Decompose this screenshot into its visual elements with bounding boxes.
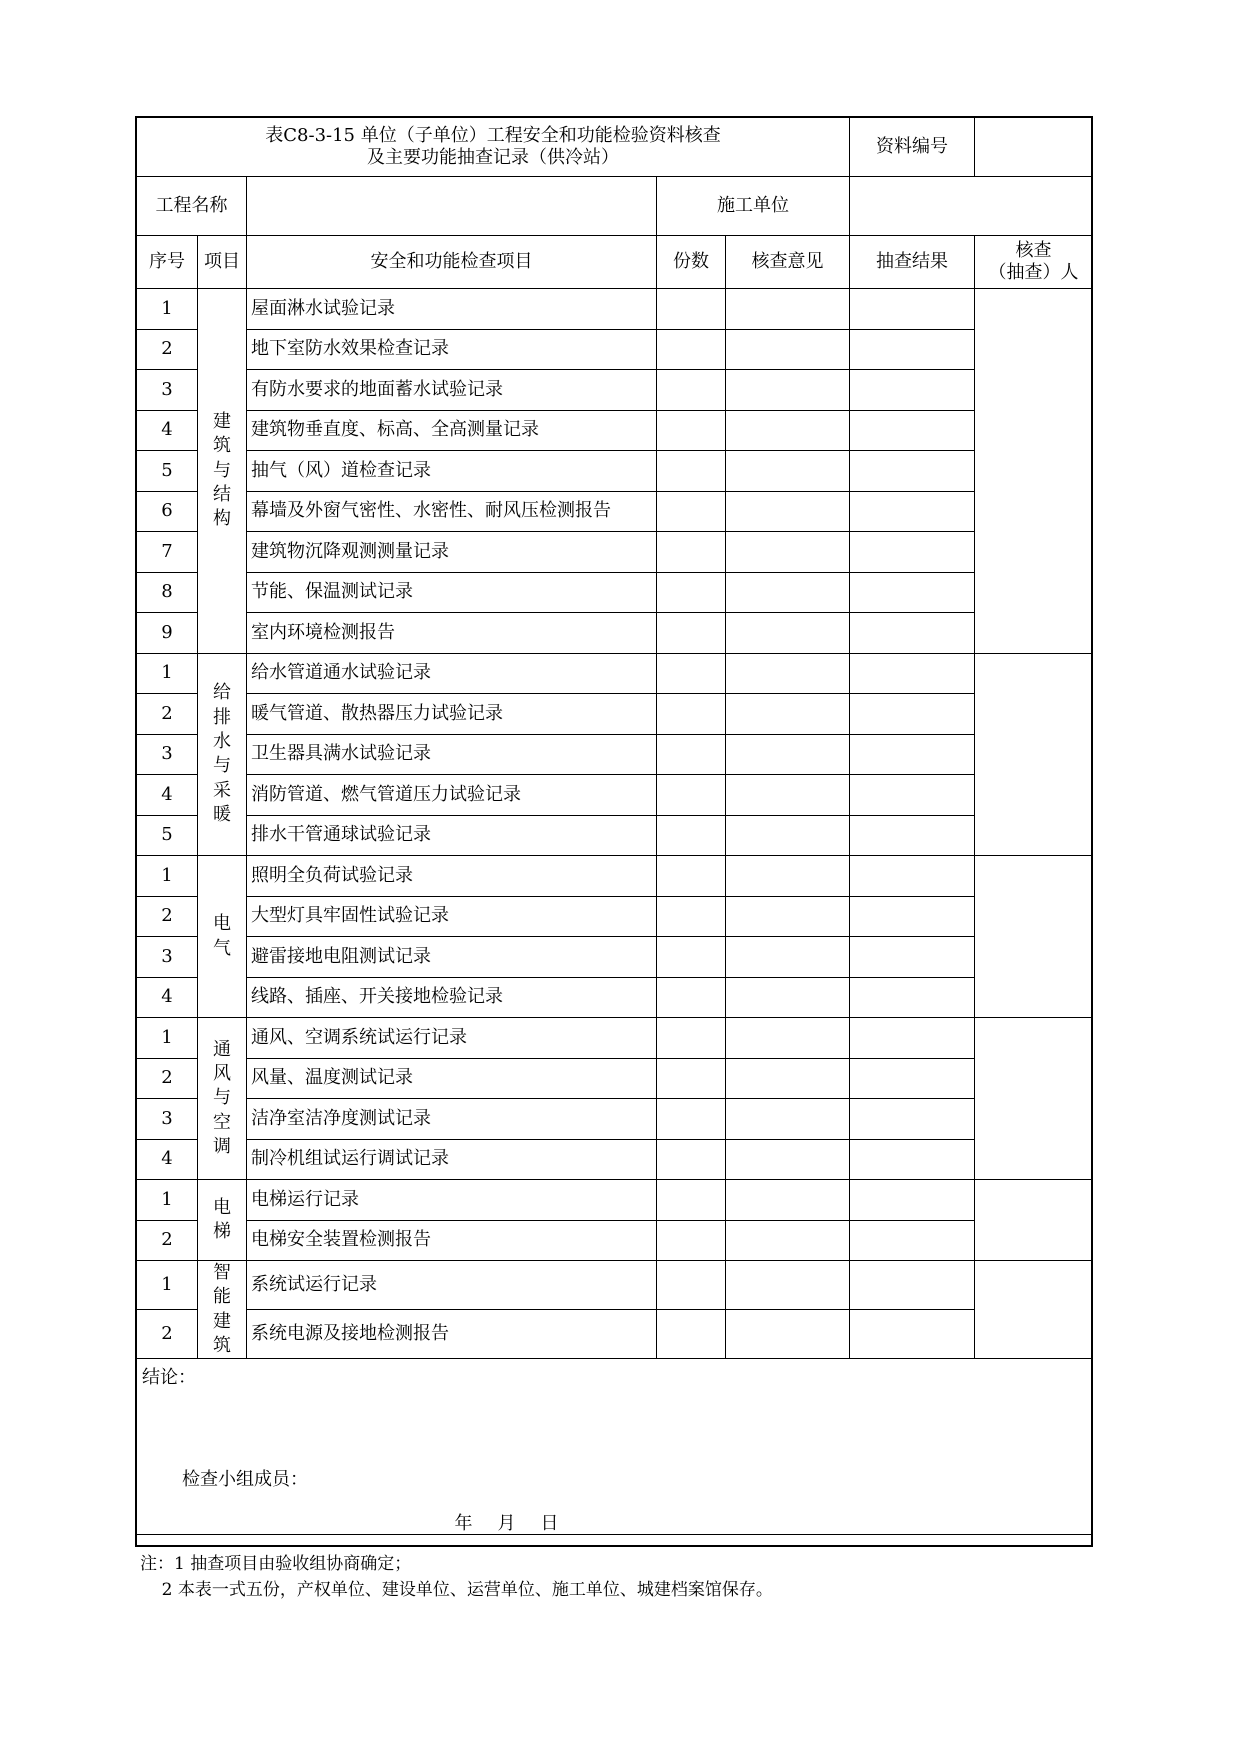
table-row	[137, 1310, 1093, 1359]
table-row	[137, 1220, 1093, 1261]
copies-cell[interactable]	[657, 451, 726, 492]
item-seq: 3	[137, 1099, 198, 1140]
column-header-row	[137, 236, 1093, 289]
col-header-checker-line1: 核查	[1015, 239, 1052, 261]
category-char: 与	[213, 459, 231, 481]
date-line	[442, 1513, 571, 1535]
table-row	[137, 1261, 1093, 1310]
category-char: 与	[213, 1087, 231, 1109]
item-name: 避雷接地电阻测试记录	[247, 937, 657, 978]
copies-cell[interactable]	[657, 329, 726, 370]
item-seq: 1	[137, 289, 198, 330]
category-label	[213, 912, 231, 961]
table-row	[137, 1180, 1093, 1221]
item-name: 消防管道、燃气管道压力试验记录	[247, 775, 657, 816]
item-seq: 4	[137, 977, 198, 1018]
category-char: 气	[213, 937, 231, 959]
category-char: 暖	[213, 803, 231, 825]
item-name: 洁净室洁净度测试记录	[247, 1099, 657, 1140]
copies-cell[interactable]	[657, 1058, 726, 1099]
item-seq: 1	[137, 653, 198, 694]
result-cell[interactable]	[850, 1139, 975, 1180]
copies-cell[interactable]	[657, 977, 726, 1018]
opinion-cell[interactable]	[726, 694, 850, 735]
conclusion-row	[137, 1359, 1093, 1535]
table-row	[137, 896, 1093, 937]
col-header-item: 安全和功能检查项目	[247, 236, 657, 289]
result-cell[interactable]	[850, 734, 975, 775]
item-name: 照明全负荷试验记录	[247, 856, 657, 897]
item-name: 线路、插座、开关接地检验记录	[247, 977, 657, 1018]
item-seq: 2	[137, 1058, 198, 1099]
result-cell[interactable]	[850, 572, 975, 613]
table-row	[137, 1139, 1093, 1180]
opinion-cell[interactable]	[726, 653, 850, 694]
opinion-cell[interactable]	[726, 775, 850, 816]
item-name: 有防水要求的地面蓄水试验记录	[247, 370, 657, 411]
note-line-2: 2 本表一式五份，产权单位、建设单位、运营单位、施工单位、城建档案馆保存。	[140, 1579, 773, 1600]
item-name: 室内环境检测报告	[247, 613, 657, 654]
opinion-cell[interactable]	[726, 856, 850, 897]
table-row	[137, 329, 1093, 370]
category-char: 电	[213, 1196, 231, 1218]
category-label	[213, 1196, 231, 1245]
result-cell[interactable]	[850, 451, 975, 492]
table-row	[137, 775, 1093, 816]
table-row	[137, 410, 1093, 451]
table-row	[137, 532, 1093, 573]
item-seq: 1	[137, 1018, 198, 1059]
doc-number-field[interactable]	[975, 118, 1093, 177]
conclusion-label: 结论：	[142, 1367, 196, 1389]
copies-cell[interactable]	[657, 653, 726, 694]
construction-unit-label: 施工单位	[657, 177, 850, 236]
category-cell	[198, 1261, 247, 1359]
result-cell[interactable]	[850, 937, 975, 978]
item-seq: 4	[137, 1139, 198, 1180]
item-name: 风量、温度测试记录	[247, 1058, 657, 1099]
opinion-cell[interactable]	[726, 370, 850, 411]
result-cell[interactable]	[850, 289, 975, 330]
category-char: 电	[213, 913, 231, 935]
notes	[140, 1552, 773, 1603]
col-header-checker	[975, 236, 1093, 289]
result-cell[interactable]	[850, 1099, 975, 1140]
item-seq: 6	[137, 491, 198, 532]
item-name: 系统试运行记录	[247, 1261, 657, 1310]
copies-cell[interactable]	[657, 775, 726, 816]
doc-number-label: 资料编号	[850, 118, 975, 177]
form-title-line2: 及主要功能抽查记录（供冷站）	[367, 147, 619, 168]
item-name: 建筑物沉降观测测量记录	[247, 532, 657, 573]
result-cell[interactable]	[850, 856, 975, 897]
copies-cell[interactable]	[657, 694, 726, 735]
result-cell[interactable]	[850, 815, 975, 856]
item-name: 建筑物垂直度、标高、全高测量记录	[247, 410, 657, 451]
result-cell[interactable]	[850, 370, 975, 411]
opinion-cell[interactable]	[726, 532, 850, 573]
copies-cell[interactable]	[657, 370, 726, 411]
category-char: 梯	[213, 1221, 231, 1242]
item-seq: 5	[137, 815, 198, 856]
table-row	[137, 613, 1093, 654]
category-char: 风	[213, 1063, 231, 1085]
category-char: 筑	[213, 435, 231, 457]
result-cell[interactable]	[850, 1018, 975, 1059]
opinion-cell[interactable]	[726, 1018, 850, 1059]
item-name: 大型灯具牢固性试验记录	[247, 896, 657, 937]
item-seq: 2	[137, 694, 198, 735]
copies-cell[interactable]	[657, 532, 726, 573]
conclusion-cell[interactable]	[137, 1359, 1093, 1535]
result-cell[interactable]	[850, 410, 975, 451]
copies-cell[interactable]	[657, 613, 726, 654]
copies-cell[interactable]	[657, 572, 726, 613]
item-name: 给水管道通水试验记录	[247, 653, 657, 694]
item-name: 通风、空调系统试运行记录	[247, 1018, 657, 1059]
table-row	[137, 451, 1093, 492]
category-char: 构	[213, 508, 231, 530]
category-char: 筑	[213, 1334, 231, 1356]
opinion-cell[interactable]	[726, 1310, 850, 1359]
table-row	[137, 734, 1093, 775]
item-seq: 2	[137, 1310, 198, 1359]
opinion-cell[interactable]	[726, 1099, 850, 1140]
item-name: 电梯安全装置检测报告	[247, 1220, 657, 1261]
item-seq: 1	[137, 856, 198, 897]
copies-cell[interactable]	[657, 896, 726, 937]
table-row	[137, 977, 1093, 1018]
result-cell[interactable]	[850, 896, 975, 937]
item-seq: 9	[137, 613, 198, 654]
category-label	[213, 410, 231, 531]
opinion-cell[interactable]	[726, 410, 850, 451]
date-day: 日	[540, 1513, 559, 1535]
category-char: 与	[213, 755, 231, 777]
checker-cell[interactable]	[975, 289, 1093, 654]
opinion-cell[interactable]	[726, 451, 850, 492]
checker-cell[interactable]	[975, 1180, 1093, 1261]
category-char: 智	[213, 1262, 231, 1283]
opinion-cell[interactable]	[726, 937, 850, 978]
opinion-cell[interactable]	[726, 491, 850, 532]
members-label: 检查小组成员：	[182, 1469, 308, 1491]
category-cell	[198, 1180, 247, 1261]
copies-cell[interactable]	[657, 1310, 726, 1359]
opinion-cell[interactable]	[726, 1220, 850, 1261]
opinion-cell[interactable]	[726, 815, 850, 856]
copies-cell[interactable]	[657, 491, 726, 532]
opinion-cell[interactable]	[726, 1261, 850, 1310]
item-seq: 2	[137, 1220, 198, 1261]
table-row	[137, 1058, 1093, 1099]
table-row	[137, 1099, 1093, 1140]
conclusion-box	[137, 1359, 1092, 1534]
item-name: 制冷机组试运行调试记录	[247, 1139, 657, 1180]
category-char: 调	[213, 1135, 231, 1157]
checker-cell[interactable]	[975, 856, 1093, 1018]
col-header-category: 项目	[198, 236, 247, 289]
table-row	[137, 694, 1093, 735]
form-title	[137, 118, 850, 177]
category-char: 能	[213, 1286, 231, 1308]
item-name: 暖气管道、散热器压力试验记录	[247, 694, 657, 735]
copies-cell[interactable]	[657, 1139, 726, 1180]
category-char: 采	[213, 779, 231, 801]
result-cell[interactable]	[850, 491, 975, 532]
copies-cell[interactable]	[657, 1018, 726, 1059]
col-header-copies: 份数	[657, 236, 726, 289]
opinion-cell[interactable]	[726, 734, 850, 775]
opinion-cell[interactable]	[726, 572, 850, 613]
result-cell[interactable]	[850, 613, 975, 654]
opinion-cell[interactable]	[726, 1180, 850, 1221]
category-cell	[198, 653, 247, 856]
table-row	[137, 289, 1093, 330]
item-name: 卫生器具满水试验记录	[247, 734, 657, 775]
item-name: 系统电源及接地检测报告	[247, 1310, 657, 1359]
copies-cell[interactable]	[657, 815, 726, 856]
category-char: 给	[213, 682, 231, 704]
result-cell[interactable]	[850, 694, 975, 735]
item-name: 排水干管通球试验记录	[247, 815, 657, 856]
item-name: 地下室防水效果检查记录	[247, 329, 657, 370]
table-row	[137, 815, 1093, 856]
result-cell[interactable]	[850, 1058, 975, 1099]
checker-cell[interactable]	[975, 1018, 1093, 1180]
item-name: 抽气（风）道检查记录	[247, 451, 657, 492]
item-name: 节能、保温测试记录	[247, 572, 657, 613]
table-row	[137, 1018, 1093, 1059]
col-header-result: 抽查结果	[850, 236, 975, 289]
col-header-checker-line2: （抽查）人	[988, 262, 1079, 283]
category-char: 排	[213, 706, 231, 728]
table-row	[137, 937, 1093, 978]
date-year: 年	[454, 1513, 473, 1535]
category-char: 水	[213, 730, 231, 752]
result-cell[interactable]	[850, 1180, 975, 1221]
opinion-cell[interactable]	[726, 977, 850, 1018]
col-header-opinion: 核查意见	[726, 236, 850, 289]
item-seq: 4	[137, 775, 198, 816]
result-cell[interactable]	[850, 532, 975, 573]
category-label	[213, 1038, 231, 1159]
table-row	[137, 572, 1093, 613]
item-seq: 3	[137, 370, 198, 411]
item-seq: 3	[137, 734, 198, 775]
category-cell	[198, 856, 247, 1018]
project-name-label: 工程名称	[137, 177, 247, 236]
inspection-form-table	[136, 117, 1093, 1535]
item-seq: 5	[137, 451, 198, 492]
item-name: 屋面淋水试验记录	[247, 289, 657, 330]
copies-cell[interactable]	[657, 1220, 726, 1261]
item-seq: 2	[137, 329, 198, 370]
result-cell[interactable]	[850, 329, 975, 370]
category-label	[213, 1261, 231, 1358]
result-cell[interactable]	[850, 1310, 975, 1359]
result-cell[interactable]	[850, 775, 975, 816]
checker-cell[interactable]	[975, 1261, 1093, 1359]
item-seq: 1	[137, 1180, 198, 1221]
category-char: 建	[213, 1310, 231, 1332]
copies-cell[interactable]	[657, 734, 726, 775]
category-cell	[198, 289, 247, 654]
project-name-field[interactable]	[247, 177, 657, 236]
date-month: 月	[497, 1513, 516, 1535]
category-char: 结	[213, 483, 231, 505]
category-cell	[198, 1018, 247, 1180]
copies-cell[interactable]	[657, 856, 726, 897]
opinion-cell[interactable]	[726, 896, 850, 937]
item-seq: 1	[137, 1261, 198, 1310]
copies-cell[interactable]	[657, 289, 726, 330]
result-cell[interactable]	[850, 1261, 975, 1310]
copies-cell[interactable]	[657, 1180, 726, 1221]
opinion-cell[interactable]	[726, 329, 850, 370]
item-seq: 7	[137, 532, 198, 573]
category-char: 空	[213, 1111, 231, 1133]
checker-cell[interactable]	[975, 653, 1093, 856]
table-row	[137, 491, 1093, 532]
item-name: 电梯运行记录	[247, 1180, 657, 1221]
result-cell[interactable]	[850, 653, 975, 694]
opinion-cell[interactable]	[726, 289, 850, 330]
form-title-line1: 表C8-3-15 单位（子单位）工程安全和功能检验资料核查	[265, 124, 721, 146]
result-cell[interactable]	[850, 977, 975, 1018]
note-line-1: 注：1 抽查项目由验收组协商确定；	[140, 1554, 412, 1574]
item-seq: 2	[137, 896, 198, 937]
opinion-cell[interactable]	[726, 613, 850, 654]
item-seq: 3	[137, 937, 198, 978]
item-seq: 4	[137, 410, 198, 451]
copies-cell[interactable]	[657, 1261, 726, 1310]
construction-unit-field[interactable]	[850, 177, 1093, 236]
copies-cell[interactable]	[657, 937, 726, 978]
item-name: 幕墙及外窗气密性、水密性、耐风压检测报告	[247, 491, 657, 532]
table-row	[137, 653, 1093, 694]
copies-cell[interactable]	[657, 410, 726, 451]
opinion-cell[interactable]	[726, 1058, 850, 1099]
opinion-cell[interactable]	[726, 1139, 850, 1180]
table-row	[137, 856, 1093, 897]
table-row	[137, 370, 1093, 411]
category-label	[213, 681, 231, 827]
category-char: 建	[213, 411, 231, 432]
col-header-seq: 序号	[137, 236, 198, 289]
category-char: 通	[213, 1038, 231, 1060]
copies-cell[interactable]	[657, 1099, 726, 1140]
item-seq: 8	[137, 572, 198, 613]
result-cell[interactable]	[850, 1220, 975, 1261]
